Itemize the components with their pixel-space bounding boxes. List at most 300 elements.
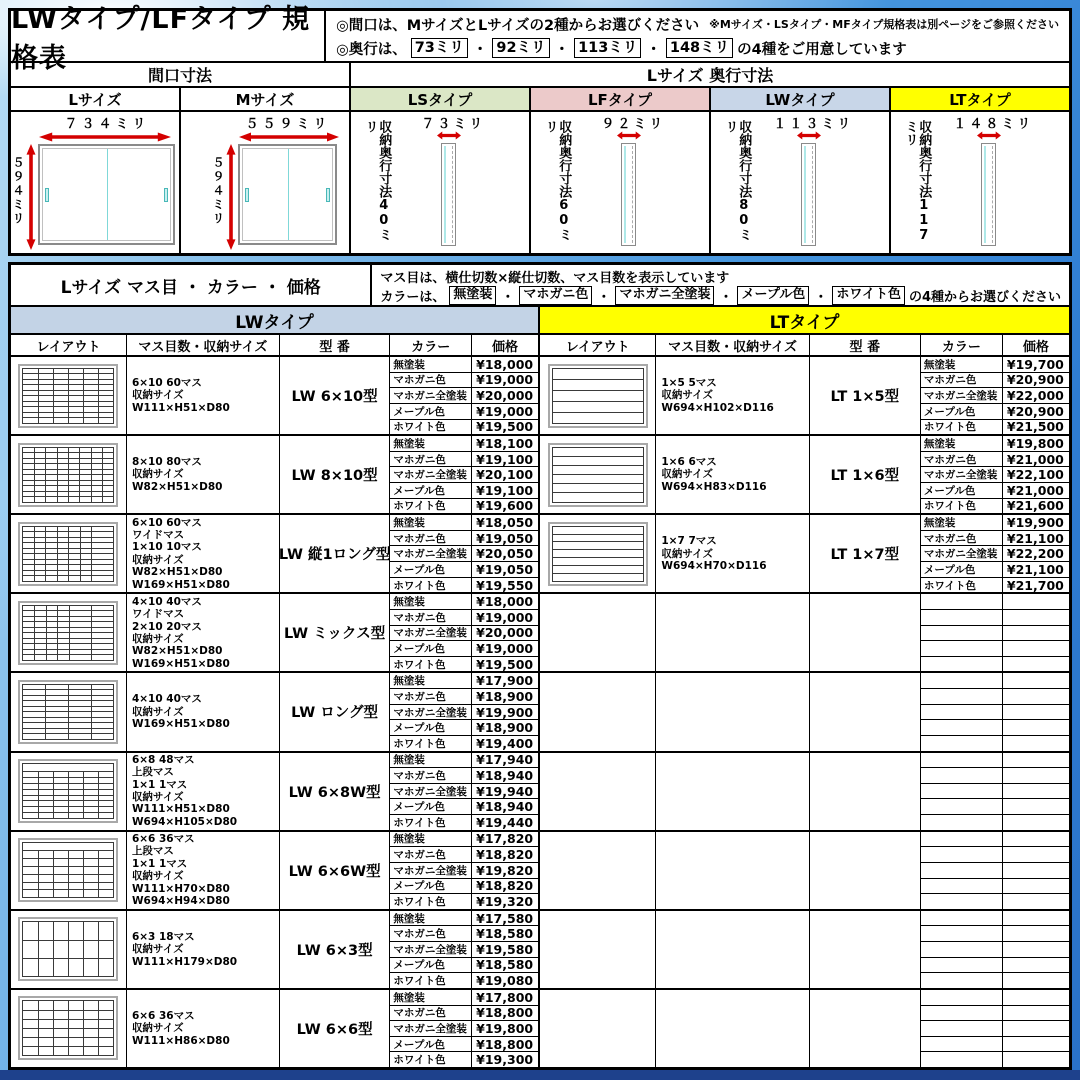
layout-cell [23, 527, 34, 532]
height-dimension-label: ５９４ミリ [11, 156, 25, 226]
layout-cell [69, 875, 83, 882]
layout-cell [23, 790, 37, 795]
price-value-cell: ¥18,000 [476, 594, 534, 610]
layout-cell [58, 486, 68, 491]
color-name-cell: ホワイト色 [390, 736, 472, 751]
table-row [11, 594, 538, 673]
color-name-cell: マホガニ色 [390, 768, 472, 783]
layout-cell [80, 497, 90, 502]
column-header: 価格 [492, 339, 519, 355]
layout-cell [39, 1001, 53, 1009]
spec-line: W111×H51×D80 [131, 803, 230, 816]
color-name-cell [921, 736, 1003, 751]
storage-depth-note: 収納奥行寸法60ミリ [542, 120, 572, 241]
layout-cell [80, 481, 90, 486]
layout-cell [46, 685, 68, 690]
layout-cell [84, 418, 98, 423]
price-row [390, 815, 538, 830]
price-row [921, 562, 1069, 578]
page-title: LWタイプ/LFタイプ 規格表 [11, 11, 326, 61]
model-number-cell [810, 753, 921, 830]
layout-cell [23, 475, 33, 480]
spec-line: 6×6 36マス [131, 833, 195, 846]
layout-top-band-cell [23, 843, 113, 850]
layout-cell [39, 380, 53, 385]
layout-cell [92, 481, 102, 486]
column-header: レイアウト [540, 335, 656, 355]
color-name-cell: メープル色 [921, 483, 1003, 498]
layout-cell [58, 622, 69, 627]
separator: ・ [472, 41, 488, 58]
layout-cell [39, 813, 53, 818]
layout-cell [84, 790, 98, 795]
layout-cell [39, 396, 53, 401]
layout-cell [39, 867, 53, 874]
layout-cell [84, 875, 98, 882]
price-row [390, 626, 538, 642]
width-drawings [11, 112, 349, 253]
layout-cell [99, 772, 113, 777]
model-number-cell: LW 縦1ロング型 [280, 515, 391, 592]
layout-cell [46, 712, 68, 717]
layout-cell [69, 867, 83, 874]
price-value-cell: ¥17,800 [476, 989, 534, 1005]
separator: ・ [501, 290, 515, 305]
spec-line: 1×10 10マス [131, 541, 202, 554]
price-value-cell: ¥20,900 [1006, 403, 1064, 419]
price-row [390, 705, 538, 721]
layout-cell [54, 385, 68, 390]
layout-diagram [18, 759, 118, 823]
layout-cell [35, 617, 46, 622]
layout-cell [69, 543, 80, 548]
layout-cell [92, 650, 113, 655]
size-label-M: Mサイズ [235, 90, 295, 109]
layout-cell [23, 685, 45, 690]
layout-cell [84, 402, 98, 407]
layout-cell [99, 369, 113, 374]
spec-line: W694×H83×D116 [661, 480, 767, 493]
layout-grid [552, 526, 644, 582]
layout-cell [103, 464, 113, 469]
spec-line: W694×H102×D116 [661, 401, 774, 414]
price-row [390, 911, 538, 927]
price-value-cell: ¥18,820 [476, 878, 534, 894]
price-row [921, 942, 1069, 958]
door-handle-icon [45, 188, 49, 202]
layout-cell [23, 796, 37, 801]
price-section-notes [372, 265, 1069, 305]
color-name-cell: マホガニ色 [390, 373, 472, 388]
cabinet-front-diagram-M [181, 112, 349, 253]
type-label-LT: LTタイプ [891, 88, 1069, 110]
price-value-cell: ¥19,550 [476, 577, 534, 593]
layout-cell [69, 459, 79, 464]
spec-cell [127, 832, 280, 909]
layout-cell [84, 867, 98, 874]
color-option-white: ホワイト色 [832, 286, 905, 304]
layout-cell [39, 859, 53, 866]
price-row [921, 863, 1069, 879]
color-name-cell: 無塗装 [390, 990, 472, 1005]
layout-cell [84, 1001, 98, 1009]
layout-cell-container [11, 673, 127, 750]
layout-top-band-cell [23, 764, 113, 771]
color-note-prefix: カラーは、 [380, 290, 446, 305]
layout-cell [46, 565, 57, 570]
color-option-maple: メープル色 [737, 286, 809, 304]
door-handle-icon [245, 188, 249, 202]
price-value-cell: ¥20,000 [476, 388, 534, 404]
price-value-cell [1003, 973, 1069, 988]
price-value-cell: ¥20,000 [476, 625, 534, 641]
price-value-cell: ¥19,500 [476, 419, 534, 435]
price-row [921, 546, 1069, 562]
layout-diagram [18, 838, 118, 902]
layout-cell [46, 459, 56, 464]
model-number-cell: LT 1×6型 [810, 436, 921, 513]
layout-cell [92, 685, 114, 690]
price-row [390, 515, 538, 531]
layout-cell [84, 883, 98, 890]
layout-cell [70, 611, 91, 616]
layout-cell [35, 475, 45, 480]
model-number-cell: LW ロング型 [280, 673, 391, 750]
spec-line: W111×H70×D80 [131, 882, 230, 895]
model-number-cell [810, 832, 921, 909]
layout-cell [39, 385, 53, 390]
layout-cell [23, 696, 45, 701]
layout-cell [84, 807, 98, 812]
color-option-mahogany: マホガニ色 [519, 286, 592, 304]
layout-diagram [18, 443, 118, 507]
layout-cell [23, 941, 37, 958]
layout-cell [103, 492, 113, 497]
price-row [921, 958, 1069, 974]
color-name-cell: マホガニ色 [390, 1006, 472, 1021]
layout-cell [58, 538, 69, 543]
model-number-cell [810, 673, 921, 750]
layout-cell [39, 407, 53, 412]
color-name-cell [921, 942, 1003, 957]
color-name-cell: ホワイト色 [921, 420, 1003, 435]
color-name-cell: 無塗装 [390, 436, 472, 451]
spec-line: 1×1 1マス [131, 778, 188, 791]
price-value-cell: ¥18,580 [476, 926, 534, 942]
layout-cell [35, 639, 46, 644]
price-row [390, 799, 538, 815]
layout-cell [69, 729, 91, 734]
cabinet-drawing [38, 144, 175, 245]
layout-cell [92, 655, 113, 660]
layout-cell [46, 690, 68, 695]
layout-cell [84, 922, 98, 939]
layout-cell [35, 497, 45, 502]
depth-profile-diagram-LF [531, 112, 711, 253]
layout-cell [99, 418, 113, 423]
layout-cell [54, 859, 68, 866]
price-row [921, 436, 1069, 452]
layout-cell [84, 851, 98, 858]
layout-cell [46, 696, 68, 701]
layout-cell [54, 807, 68, 812]
layout-cell [23, 554, 34, 559]
layout-grid [22, 368, 114, 424]
color-name-cell [921, 705, 1003, 720]
layout-cell [99, 801, 113, 806]
layout-cell [46, 486, 56, 491]
color-name-cell: ホワイト色 [390, 578, 472, 593]
column-header: 価格 [1022, 339, 1049, 355]
layout-cell [23, 407, 37, 412]
layout-cell [81, 576, 92, 581]
color-name-cell: メープル色 [390, 879, 472, 894]
layout-cell [58, 565, 69, 570]
price-value-cell [1003, 990, 1069, 1005]
price-row [921, 357, 1069, 373]
separator: ・ [719, 290, 733, 305]
layout-cell [69, 890, 83, 897]
table-row [540, 357, 1069, 436]
layout-cell [69, 402, 83, 407]
layout-cell [92, 459, 102, 464]
price-value-cell [1003, 879, 1069, 894]
layout-cell [58, 470, 68, 475]
spec-cell [656, 436, 809, 513]
color-name-cell [921, 990, 1003, 1005]
layout-cell [92, 606, 113, 611]
spec-cell [127, 515, 280, 592]
layout-cell [58, 497, 68, 502]
layout-cell [35, 560, 46, 565]
spec-cell [127, 594, 280, 671]
price-value-cell: ¥18,900 [476, 720, 534, 736]
layout-cell [103, 459, 113, 464]
layout-cell [46, 729, 68, 734]
layout-cell [58, 611, 69, 616]
layout-cell [69, 407, 83, 412]
layout-cell [58, 549, 69, 554]
spec-line: 6×10 60マス [131, 516, 202, 529]
layout-cell [23, 922, 37, 939]
layout-cell [92, 617, 113, 622]
color-name-cell: メープル色 [390, 1037, 472, 1052]
price-row [921, 832, 1069, 848]
layout-cell [80, 475, 90, 480]
horizontal-arrow-icon [437, 131, 461, 140]
color-name-cell: メープル色 [390, 562, 472, 577]
layout-cell [54, 801, 68, 806]
price-value-cell: ¥17,580 [476, 910, 534, 926]
model-number-cell [810, 990, 921, 1067]
table-row [540, 515, 1069, 594]
price-list [390, 594, 538, 671]
layout-cell [47, 617, 58, 622]
width-section-title: 間口寸法 [11, 63, 349, 88]
price-value-cell: ¥22,100 [1006, 467, 1064, 483]
spec-cell [656, 357, 809, 434]
layout-cell [39, 1011, 53, 1019]
layout-cell [54, 778, 68, 783]
price-row [390, 958, 538, 974]
price-row [921, 1037, 1069, 1053]
color-name-cell [921, 863, 1003, 878]
layout-cell [35, 470, 45, 475]
layout-cell [92, 611, 113, 616]
layout-cell [92, 532, 113, 537]
layout-cell [84, 784, 98, 789]
spec-line: 収納サイズ [131, 632, 184, 645]
color-name-cell: ホワイト色 [390, 894, 472, 909]
spec-line: 6×8 48マス [131, 753, 195, 766]
layout-cell [70, 633, 91, 638]
layout-cell [81, 527, 92, 532]
spec-cell [656, 753, 809, 830]
layout-cell [23, 784, 37, 789]
color-name-cell: マホガニ色 [390, 531, 472, 546]
layout-cell [35, 549, 46, 554]
price-row [921, 626, 1069, 642]
layout-cell-container [540, 594, 656, 671]
layout-cell [70, 606, 91, 611]
layout-cell [23, 639, 34, 644]
layout-cell [84, 813, 98, 818]
layout-cell [58, 453, 68, 458]
price-value-cell: ¥19,600 [476, 498, 534, 514]
layout-cell-container [11, 436, 127, 513]
layout-diagram [18, 917, 118, 981]
spec-line: 1×7 7マス [661, 535, 717, 548]
spec-line: 収納サイズ [131, 468, 184, 481]
layout-cell [46, 701, 68, 706]
layout-cell [47, 639, 58, 644]
cabinet-front-diagram-L [11, 112, 181, 253]
layout-cell [69, 492, 79, 497]
price-value-cell: ¥18,800 [476, 1036, 534, 1052]
layout-cell [46, 527, 57, 532]
layout-cell [103, 486, 113, 491]
layout-cell [58, 464, 68, 469]
color-name-cell: ホワイト色 [921, 578, 1003, 593]
price-value-cell [1003, 911, 1069, 926]
layout-cell [553, 380, 643, 390]
layout-cell [54, 959, 68, 976]
table-header-LT: LTタイプ [540, 307, 1069, 333]
layout-cell [84, 890, 98, 897]
price-value-cell [1003, 594, 1069, 609]
layout-cell [553, 466, 643, 474]
price-value-cell [1003, 1006, 1069, 1021]
layout-cell [99, 807, 113, 812]
spec-line: 収納サイズ [131, 870, 184, 883]
price-value-cell [1003, 673, 1069, 688]
price-row [390, 388, 538, 404]
color-name-cell: メープル色 [390, 799, 472, 814]
layout-cell [46, 538, 57, 543]
spec-line: 6×6 36マス [131, 1009, 195, 1022]
price-row [921, 1052, 1069, 1067]
layout-cell [103, 497, 113, 502]
price-row [390, 863, 538, 879]
layout-cell [84, 369, 98, 374]
layout-cell [84, 374, 98, 379]
color-name-cell: マホガニ色 [921, 452, 1003, 467]
price-row [921, 815, 1069, 830]
price-row [921, 452, 1069, 468]
spec-line: W169×H51×D80 [131, 718, 230, 731]
color-note-suffix: の4種からお選びください [908, 290, 1061, 305]
layout-cell-container [540, 990, 656, 1067]
spec-line: 4×10 40マス [131, 595, 202, 608]
layout-cell [35, 554, 46, 559]
color-name-cell: ホワイト色 [921, 499, 1003, 514]
layout-cell [35, 448, 45, 453]
layout-cell [35, 655, 46, 660]
price-value-cell: ¥19,300 [476, 1052, 534, 1068]
layout-cell [81, 560, 92, 565]
depth-drawings [351, 112, 1069, 253]
layout-cell [23, 549, 34, 554]
storage-depth-note: 収納奥行寸法117ミリ [902, 120, 932, 243]
spec-line: W82×H51×D80 [131, 645, 223, 658]
layout-cell [99, 875, 113, 882]
spec-line: ワイドマス [131, 529, 185, 542]
layout-cell [84, 1038, 98, 1046]
price-row [390, 641, 538, 657]
layout-cell [99, 890, 113, 897]
layout-cell [35, 543, 46, 548]
table-row [540, 436, 1069, 515]
depth-type-labels [351, 88, 1069, 112]
layout-cell [58, 650, 69, 655]
color-name-cell: ホワイト色 [390, 499, 472, 514]
layout-cell [92, 464, 102, 469]
color-name-cell: メープル色 [390, 404, 472, 419]
color-name-cell: 無塗装 [390, 357, 472, 372]
color-name-cell [921, 1021, 1003, 1036]
layout-grid [22, 842, 114, 898]
layout-cell [84, 772, 98, 777]
layout-cell [58, 633, 69, 638]
spec-cell [127, 673, 280, 750]
price-value-cell: ¥17,820 [476, 831, 534, 847]
layout-cell [69, 470, 79, 475]
layout-cell [23, 633, 34, 638]
color-name-cell [921, 894, 1003, 909]
layout-cell [35, 628, 46, 633]
layout-cell [39, 807, 53, 812]
column-header-row [11, 335, 538, 357]
horizontal-arrow-icon [977, 131, 1001, 140]
layout-cell [99, 922, 113, 939]
column-header: 型 番 [280, 335, 391, 355]
color-name-cell [921, 879, 1003, 894]
layout-cell [69, 554, 80, 559]
layout-cell [58, 617, 69, 622]
layout-cell-container [540, 436, 656, 513]
spec-line: W111×H86×D80 [131, 1034, 230, 1047]
color-name-cell: メープル色 [390, 720, 472, 735]
layout-cell [99, 407, 113, 412]
color-name-cell: マホガニ色 [921, 373, 1003, 388]
price-value-cell: ¥19,400 [476, 735, 534, 751]
column-header: カラー [921, 335, 1003, 355]
layout-cell [23, 464, 33, 469]
price-row [390, 1021, 538, 1037]
table-row [11, 990, 538, 1067]
layout-cell [23, 729, 45, 734]
layout-cell [99, 374, 113, 379]
